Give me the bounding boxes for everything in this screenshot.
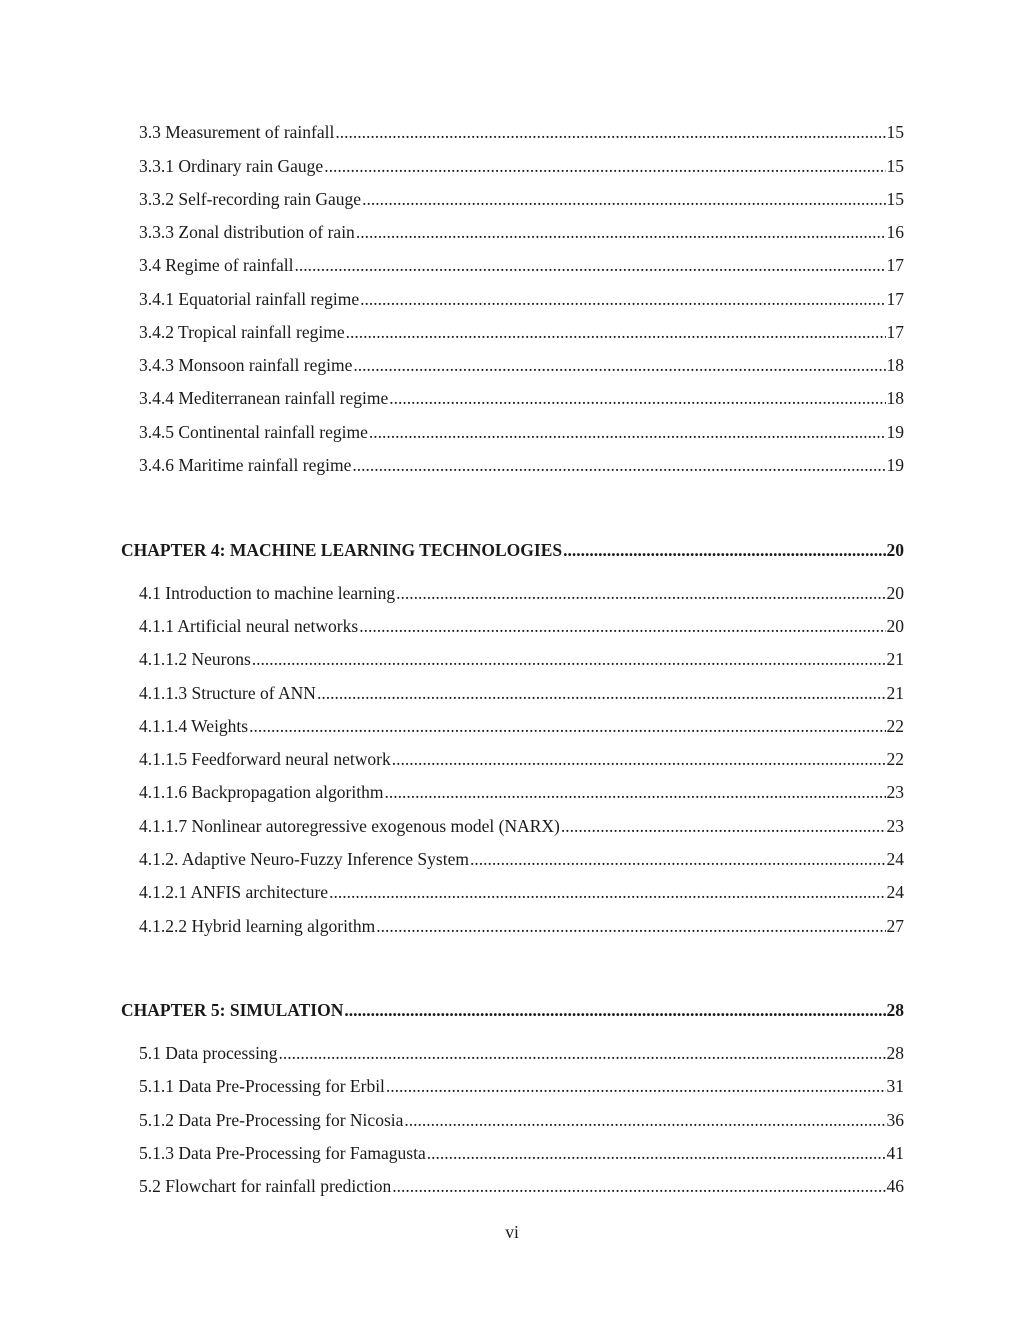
toc-entry-title: 5.2 Flowchart for rainfall prediction bbox=[139, 1176, 392, 1196]
toc-entry-page: 27 bbox=[886, 916, 904, 936]
toc-chapter-4 bbox=[121, 539, 904, 561]
toc-leader-dots bbox=[362, 188, 885, 210]
toc-entry-page: 23 bbox=[886, 782, 904, 802]
toc-entry-page: 28 bbox=[886, 1043, 904, 1063]
toc-entry-3-4-5 bbox=[139, 421, 904, 443]
toc-leader-dots bbox=[396, 582, 885, 604]
toc-entry-4-1-1-5 bbox=[139, 748, 904, 770]
toc-entry-page: 41 bbox=[886, 1143, 904, 1163]
toc-entry-page: 21 bbox=[886, 649, 904, 669]
toc-entry-title: 4.1.1.7 Nonlinear autoregressive exogenous model (NARX) bbox=[139, 816, 560, 836]
toc-leader-dots bbox=[317, 682, 886, 704]
page-number: vi bbox=[505, 1222, 519, 1242]
toc-entry-title: 3.3.3 Zonal distribution of rain bbox=[139, 222, 355, 242]
toc-leader-dots bbox=[392, 1175, 885, 1197]
toc-leader-dots bbox=[404, 1109, 885, 1131]
toc-chapter-title: CHAPTER 5: SIMULATION bbox=[121, 1000, 344, 1020]
toc-leader-dots bbox=[329, 881, 885, 903]
toc-entry-page: 31 bbox=[886, 1076, 904, 1096]
toc-entry-4-1-1-3 bbox=[139, 682, 904, 704]
toc-leader-dots bbox=[353, 354, 885, 376]
toc-entry-4-1-2 bbox=[139, 848, 904, 870]
toc-entry-title: 4.1.1.2 Neurons bbox=[139, 649, 251, 669]
toc-entry-title: 3.3.2 Self-recording rain Gauge bbox=[139, 189, 362, 209]
toc-leader-dots bbox=[324, 155, 885, 177]
toc-entry-5-1-1 bbox=[139, 1075, 904, 1097]
toc-entry-page: 18 bbox=[886, 355, 904, 375]
toc-leader-dots bbox=[346, 321, 886, 343]
toc-entry-3-4-3 bbox=[139, 354, 904, 376]
toc-entry-page: 24 bbox=[886, 882, 904, 902]
toc-entry-page: 20 bbox=[886, 616, 904, 636]
toc-entry-title: 5.1.2 Data Pre-Processing for Nicosia bbox=[139, 1110, 404, 1130]
toc-entry-4-1-1 bbox=[139, 615, 904, 637]
toc-leader-dots bbox=[386, 1075, 886, 1097]
toc-entry-title: 4.1 Introduction to machine learning bbox=[139, 583, 396, 603]
toc-entry-title: 5.1.1 Data Pre-Processing for Erbil bbox=[139, 1076, 385, 1096]
toc-entry-title: 3.4.2 Tropical rainfall regime bbox=[139, 322, 345, 342]
toc-entry-title: 5.1.3 Data Pre-Processing for Famagusta bbox=[139, 1143, 426, 1163]
toc-leader-dots bbox=[295, 254, 886, 276]
toc-entry-page: 23 bbox=[886, 816, 904, 836]
toc-leader-dots bbox=[369, 421, 886, 443]
toc-entry-title: 3.3.1 Ordinary rain Gauge bbox=[139, 156, 324, 176]
toc-entry-3-4-4 bbox=[139, 387, 904, 409]
toc-leader-dots bbox=[356, 221, 886, 243]
toc-chapter-page: 20 bbox=[886, 540, 904, 560]
toc-entry-title: 4.1.1.6 Backpropagation algorithm bbox=[139, 782, 384, 802]
toc-leader-dots bbox=[360, 288, 885, 310]
toc-chapter-title: CHAPTER 4: MACHINE LEARNING TECHNOLOGIES bbox=[121, 540, 563, 560]
toc-entry-4-1-1-2 bbox=[139, 648, 904, 670]
toc-entry-3-4-6 bbox=[139, 454, 904, 476]
toc-entry-title: 3.3 Measurement of rainfall bbox=[139, 122, 335, 142]
toc-leader-dots bbox=[344, 999, 885, 1021]
toc-entry-title: 3.4 Regime of rainfall bbox=[139, 255, 294, 275]
toc-leader-dots bbox=[376, 915, 885, 937]
toc-entry-page: 18 bbox=[886, 388, 904, 408]
toc-entry-3-3-1 bbox=[139, 155, 904, 177]
toc-entry-page: 24 bbox=[886, 849, 904, 869]
toc-entry-5-2 bbox=[139, 1175, 904, 1197]
toc-entry-3-3 bbox=[139, 121, 904, 143]
toc-leader-dots bbox=[249, 715, 885, 737]
toc-leader-dots bbox=[279, 1042, 886, 1064]
toc-entry-title: 3.4.6 Maritime rainfall regime bbox=[139, 455, 352, 475]
toc-entry-3-4 bbox=[139, 254, 904, 276]
toc-entry-title: 3.4.1 Equatorial rainfall regime bbox=[139, 289, 360, 309]
toc-entry-4-1-2-1 bbox=[139, 881, 904, 903]
toc-entry-4-1 bbox=[139, 582, 904, 604]
toc-leader-dots bbox=[427, 1142, 886, 1164]
toc-entry-title: 4.1.1.4 Weights bbox=[139, 716, 249, 736]
toc-entry-5-1-2 bbox=[139, 1109, 904, 1131]
toc-entry-3-3-2 bbox=[139, 188, 904, 210]
toc-leader-dots bbox=[392, 748, 886, 770]
toc-entry-title: 3.4.5 Continental rainfall regime bbox=[139, 422, 368, 442]
toc-entry-page: 46 bbox=[886, 1176, 904, 1196]
toc-entry-page: 15 bbox=[886, 122, 904, 142]
toc-leader-dots bbox=[359, 615, 885, 637]
toc-entry-5-1 bbox=[139, 1042, 904, 1064]
toc-entry-title: 3.4.3 Monsoon rainfall regime bbox=[139, 355, 353, 375]
toc-entry-title: 4.1.1.3 Structure of ANN bbox=[139, 683, 316, 703]
toc-entry-page: 19 bbox=[886, 455, 904, 475]
toc-entry-page: 17 bbox=[886, 255, 904, 275]
toc-entry-page: 22 bbox=[886, 749, 904, 769]
toc-leader-dots bbox=[335, 121, 885, 143]
toc-leader-dots bbox=[252, 648, 886, 670]
toc-entry-page: 19 bbox=[886, 422, 904, 442]
toc-entry-page: 15 bbox=[886, 156, 904, 176]
toc-entry-title: 4.1.2.1 ANFIS architecture bbox=[139, 882, 329, 902]
toc-entry-3-3-3 bbox=[139, 221, 904, 243]
toc-entry-page: 17 bbox=[886, 322, 904, 342]
toc-entry-3-4-2 bbox=[139, 321, 904, 343]
toc-entry-5-1-3 bbox=[139, 1142, 904, 1164]
toc-entry-page: 15 bbox=[886, 189, 904, 209]
toc-entry-title: 3.4.4 Mediterranean rainfall regime bbox=[139, 388, 389, 408]
toc-entry-4-1-1-7 bbox=[139, 815, 904, 837]
toc-chapter-page: 28 bbox=[886, 1000, 904, 1020]
toc-leader-dots bbox=[384, 781, 885, 803]
toc-entry-page: 22 bbox=[886, 716, 904, 736]
toc-entry-page: 21 bbox=[886, 683, 904, 703]
toc-entry-title: 4.1.2. Adaptive Neuro-Fuzzy Inference System bbox=[139, 849, 469, 869]
toc-entry-page: 16 bbox=[886, 222, 904, 242]
toc-leader-dots bbox=[352, 454, 885, 476]
toc-entry-4-1-1-4 bbox=[139, 715, 904, 737]
toc-entry-page: 20 bbox=[886, 583, 904, 603]
toc-leader-dots bbox=[563, 539, 885, 561]
toc-leader-dots bbox=[389, 387, 885, 409]
toc-leader-dots bbox=[561, 815, 886, 837]
toc-entry-title: 5.1 Data processing bbox=[139, 1043, 278, 1063]
toc-entry-4-1-1-6 bbox=[139, 781, 904, 803]
toc-entry-title: 4.1.1 Artificial neural networks bbox=[139, 616, 359, 636]
toc-entry-title: 4.1.1.5 Feedforward neural network bbox=[139, 749, 391, 769]
toc-chapter-5 bbox=[121, 999, 904, 1021]
toc-entry-page: 17 bbox=[886, 289, 904, 309]
toc-entry-page: 36 bbox=[886, 1110, 904, 1130]
toc-entry-title: 4.1.2.2 Hybrid learning algorithm bbox=[139, 916, 376, 936]
toc-entry-3-4-1 bbox=[139, 288, 904, 310]
toc-entry-4-1-2-2 bbox=[139, 915, 904, 937]
toc-leader-dots bbox=[470, 848, 886, 870]
